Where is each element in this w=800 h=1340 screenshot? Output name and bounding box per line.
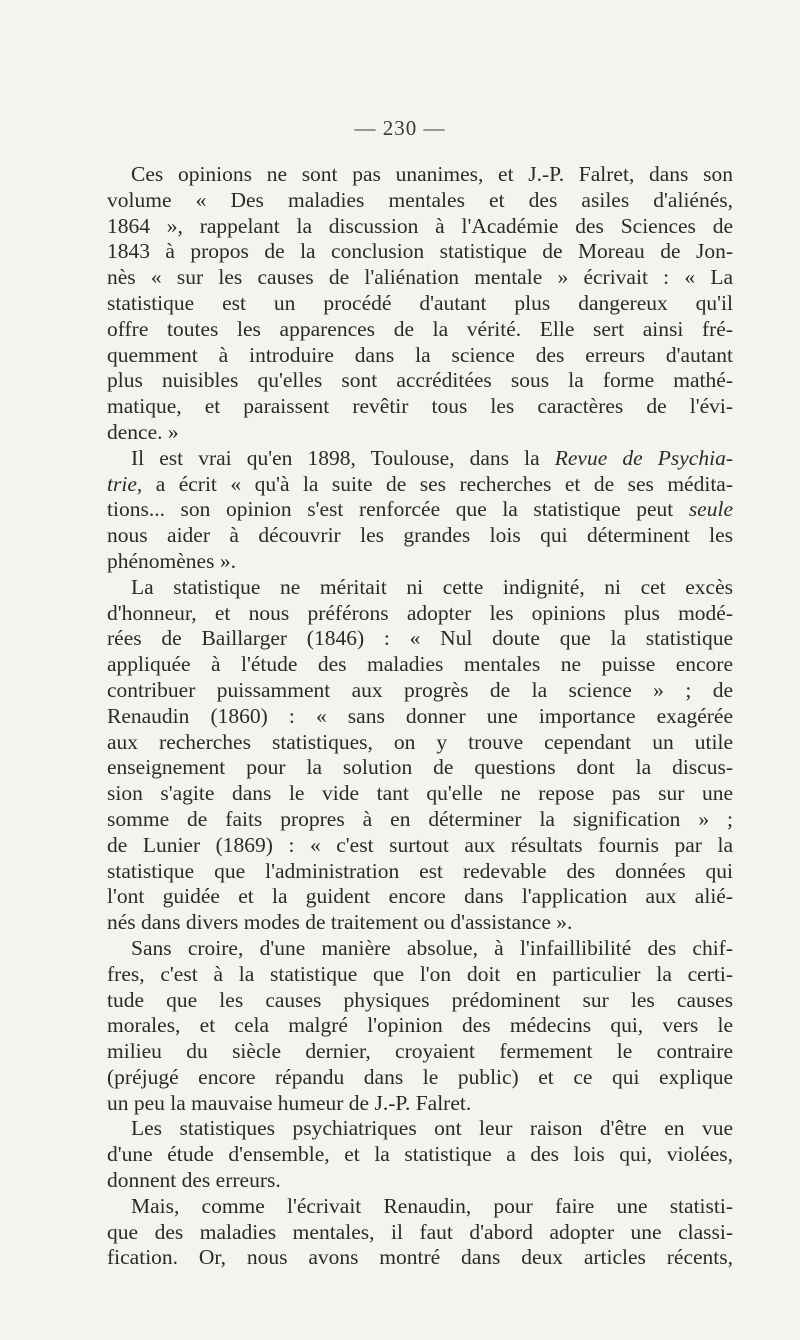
line-text: dence. » [107,419,179,444]
page-number: — 230 — [354,116,446,140]
text-line [107,446,733,472]
line-text: nés dans divers modes de traitement ou d'assistance ». [107,910,573,935]
text-line [107,807,733,833]
body-text [107,162,733,1271]
line-text: de Lunier (1869) : « c'est surtout aux résultats fournis par la [107,832,733,857]
line-text: 1864 », rappelant la discussion à l'Académie des Sciences de [107,213,733,238]
line-text: nès « sur les causes de l'aliénation mentale » écrivait : « La [107,265,733,290]
text-line [107,291,733,317]
text-line [107,781,733,807]
text-line [107,1065,733,1091]
text-line [107,704,733,730]
line-text: Ces opinions ne sont pas unanimes, et J.-P. Falret, dans son [131,162,733,186]
text-line [107,1116,733,1142]
line-text: enseignement pour la solution de questions dont la discus- [107,755,733,780]
line-text: tions... son opinion s'est renforcée que la statistique peut [107,497,689,522]
line-text: morales, et cela malgré l'opinion des médecins qui, vers le [107,1013,733,1038]
text-line [107,1194,733,1220]
text-line [107,678,733,704]
line-text: phénomènes ». [107,548,236,573]
text-line [107,368,733,394]
text-line [107,1013,733,1039]
line-text: Renaudin (1860) : « sans donner une importance exagérée [107,703,733,728]
line-text: d'une étude d'ensemble, et la statistique a des lois qui, violées, [107,1142,733,1167]
text-line [107,730,733,756]
text-line [107,549,733,575]
text-line [107,575,733,601]
line-text: que des maladies mentales, il faut d'abord adopter une classi- [107,1219,733,1244]
text-line [107,936,733,962]
line-text: d'honneur, et nous préférons adopter les opinions plus modé- [107,600,733,625]
line-text: volume « Des maladies mentales et des asiles d'aliénés, [107,187,733,212]
text-line [107,884,733,910]
text-line [107,472,733,498]
line-text: (préjugé encore répandu dans le public) et ce qui explique [107,1064,733,1089]
italic-text: trie, [107,471,143,496]
text-line [107,188,733,214]
text-line [107,523,733,549]
italic-text: Revue de Psychia- [554,445,733,470]
text-line [107,859,733,885]
text-line [107,910,733,936]
text-line [107,420,733,446]
line-text: tude que les causes physiques prédominent sur les causes [107,987,733,1012]
text-line [107,239,733,265]
line-text: Il est vrai qu'en 1898, Toulouse, dans la [131,445,555,470]
line-text: Les statistiques psychiatriques ont leur raison d'être en vue [131,1116,733,1141]
text-line [107,1142,733,1168]
text-line [107,755,733,781]
line-text: milieu du siècle dernier, croyaient fermement le contraire [107,1039,733,1064]
line-text: matique, et paraissent revêtir tous les caractères de l'évi- [107,394,733,419]
text-line [107,343,733,369]
line-text: rées de Baillarger (1846) : « Nul doute que la statistique [107,626,733,651]
line-text: quemment à introduire dans la science des erreurs d'autant [107,342,733,367]
text-line [107,317,733,343]
line-text: plus nuisibles qu'elles sont accréditées sous la forme mathé- [107,368,733,393]
line-text: contribuer puissamment aux progrès de la science » ; de [107,677,733,702]
text-line [107,1168,733,1194]
text-line [107,265,733,291]
text-line [107,1245,733,1271]
text-line [107,394,733,420]
line-text: sion s'agite dans le vide tant qu'elle ne repose pas sur une [107,781,733,806]
text-line [107,1091,733,1117]
line-text: nous aider à découvrir les grandes lois qui déterminent les [107,523,733,548]
line-text: fication. Or, nous avons montré dans deux articles récents, [107,1245,733,1270]
line-text: Sans croire, d'une manière absolue, à l'infaillibilité des chif- [131,935,733,960]
line-text: aux recherches statistiques, on y trouve cependant un utile [107,729,733,754]
line-text: donnent des erreurs. [107,1168,281,1193]
italic-text: seule [688,497,733,522]
line-text: offre toutes les apparences de la vérité. Elle sert ainsi fré- [107,316,733,341]
text-line [107,1039,733,1065]
text-line [107,214,733,240]
line-text: fres, c'est à la statistique que l'on doit en particulier la certi- [107,961,733,986]
line-text: statistique que l'administration est redevable des données qui [107,858,733,883]
text-line [107,1220,733,1246]
text-line [107,962,733,988]
line-text: Mais, comme l'écrivait Renaudin, pour faire une statisti- [131,1193,733,1218]
line-text: l'ont guidée et la guident encore dans l'application aux alié- [107,884,733,909]
text-line [107,833,733,859]
line-text: somme de faits propres à en déterminer la signification » ; [107,806,733,831]
line-text: statistique est un procédé d'autant plus dangereux qu'il [107,290,733,315]
line-text: appliquée à l'étude des maladies mentales ne puisse encore [107,652,733,677]
text-line [107,988,733,1014]
text-line [107,601,733,627]
text-line [107,652,733,678]
line-text: 1843 à propos de la conclusion statistique de Moreau de Jon- [107,239,733,264]
line-text: a écrit « qu'à la suite de ses recherches et de ses médita- [142,471,733,496]
text-line [107,626,733,652]
text-line [107,162,733,188]
text-line [107,497,733,523]
line-text: La statistique ne méritait ni cette indignité, ni cet excès [131,574,733,599]
line-text: un peu la mauvaise humeur de J.-P. Falret. [107,1090,472,1115]
